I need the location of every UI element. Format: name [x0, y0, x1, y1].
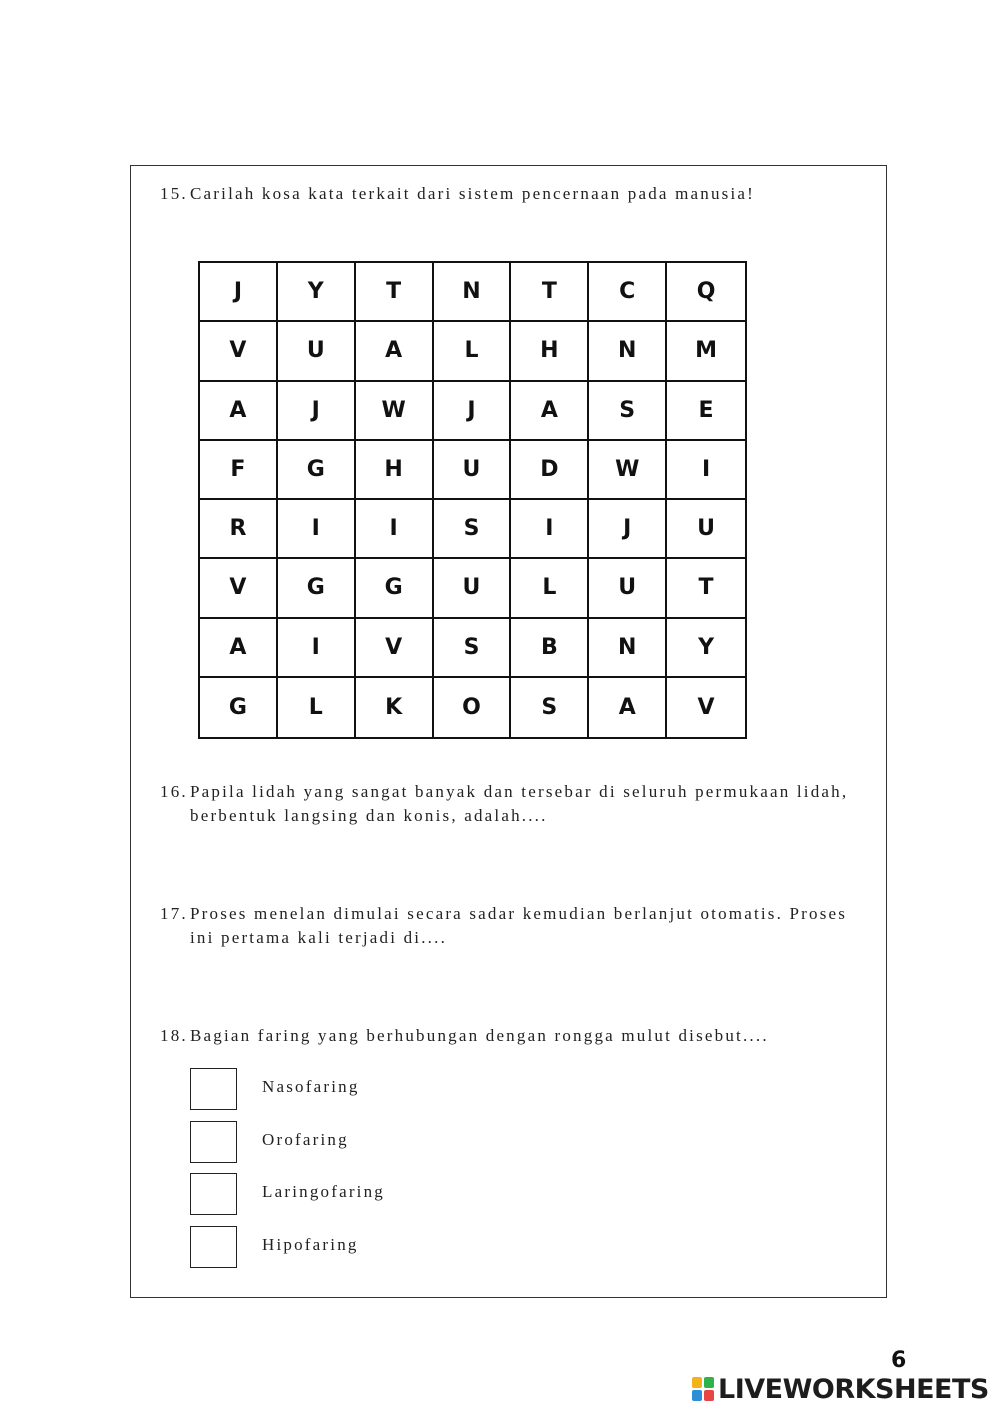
grid-cell[interactable]: U [589, 559, 667, 618]
word-search-grid [198, 261, 747, 739]
grid-cell[interactable]: V [697, 694, 715, 720]
liveworksheets-brand[interactable] [692, 1373, 989, 1405]
grid-cell[interactable]: I [511, 500, 589, 559]
grid-cell[interactable]: A [511, 382, 589, 441]
grid-cell[interactable]: A [356, 322, 434, 381]
answer-checkbox[interactable] [190, 1173, 237, 1215]
grid-cell[interactable]: O [434, 678, 512, 737]
question-18 [160, 1024, 860, 1048]
grid-cell[interactable]: U [434, 559, 512, 618]
grid-cell[interactable]: G [200, 678, 278, 737]
grid-cell[interactable]: U [667, 500, 745, 559]
grid-cell[interactable]: T [356, 263, 434, 322]
question-15 [160, 182, 860, 206]
grid-cell[interactable]: G [278, 559, 356, 618]
grid-cell[interactable]: A [589, 678, 667, 737]
option-label: Nasofaring [262, 1077, 360, 1096]
answer-checkbox[interactable] [190, 1121, 237, 1163]
grid-cell[interactable]: B [511, 619, 589, 678]
question-number: 18. [160, 1026, 188, 1045]
option-label: Hipofaring [262, 1234, 359, 1254]
question-text-line-2: ini pertama kali terjadi di.... [190, 928, 448, 947]
grid-cell[interactable]: S [589, 382, 667, 441]
grid-cell[interactable]: R [200, 500, 278, 559]
grid-cell[interactable]: J [434, 382, 512, 441]
grid-cell[interactable]: L [511, 559, 589, 618]
grid-cell[interactable]: Q [667, 263, 745, 322]
grid-cell[interactable]: G [356, 559, 434, 618]
grid-cell[interactable]: V [200, 322, 278, 381]
question-text: Bagian faring yang berhubungan dengan rongga mulut disebut.... [190, 1026, 769, 1045]
answer-checkbox[interactable] [190, 1068, 237, 1110]
liveworksheets-logo-icon [692, 1377, 714, 1401]
grid-cell[interactable]: T [511, 263, 589, 322]
logo-square [704, 1377, 714, 1388]
question-number: 17. [160, 904, 188, 923]
grid-cell[interactable]: D [511, 441, 589, 500]
grid-cell[interactable]: U [434, 441, 512, 500]
question-text-line-1: Papila lidah yang sangat banyak dan tersebar di seluruh permukaan lidah, [190, 782, 849, 801]
question-number: 16. [160, 782, 188, 801]
grid-cell[interactable]: N [434, 263, 512, 322]
grid-cell[interactable]: Y [278, 263, 356, 322]
brand-name: LIVEWORKSHEETS [718, 1373, 989, 1405]
grid-cell[interactable]: C [589, 263, 667, 322]
question-number: 15. [160, 184, 188, 203]
grid-cell[interactable]: I [278, 500, 356, 559]
grid-cell[interactable]: F [200, 441, 278, 500]
grid-cell[interactable]: H [511, 322, 589, 381]
question-text: Carilah kosa kata terkait dari sistem pencernaan pada manusia! [190, 184, 756, 203]
option-label: Orofaring [262, 1129, 349, 1149]
grid-cell[interactable]: L [434, 322, 512, 381]
grid-cell[interactable]: S [434, 500, 512, 559]
grid-cell[interactable]: E [667, 382, 745, 441]
question-16 [160, 780, 860, 828]
grid-cell[interactable]: S [511, 678, 589, 737]
option-label: Laringofaring [262, 1182, 386, 1201]
question-text-line-2: berbentuk langsing dan konis, adalah.... [190, 806, 548, 825]
grid-cell[interactable]: M [667, 322, 745, 381]
logo-square [692, 1390, 702, 1401]
grid-cell[interactable]: T [667, 559, 745, 618]
answer-checkbox[interactable] [190, 1226, 237, 1268]
grid-cell[interactable]: H [356, 441, 434, 500]
grid-cell[interactable]: L [278, 678, 356, 737]
grid-cell[interactable]: W [356, 382, 434, 441]
logo-square [692, 1377, 702, 1388]
grid-cell[interactable]: I [278, 619, 356, 678]
grid-cell[interactable]: A [200, 382, 278, 441]
question-17 [160, 902, 860, 950]
grid-cell[interactable]: A [200, 619, 278, 678]
question-text-line-1: Proses menelan dimulai secara sadar kemudian berlanjut otomatis. Proses [190, 904, 848, 923]
page-number: 6 [891, 1348, 907, 1373]
grid-cell[interactable]: N [589, 619, 667, 678]
grid-cell[interactable]: Y [667, 619, 745, 678]
grid-cell[interactable]: S [434, 619, 512, 678]
grid-cell[interactable]: I [356, 500, 434, 559]
grid-cell[interactable]: V [356, 619, 434, 678]
grid-cell[interactable]: J [278, 382, 356, 441]
grid-cell[interactable]: V [200, 559, 278, 618]
grid-cell[interactable]: J [589, 500, 667, 559]
grid-cell[interactable]: K [356, 678, 434, 737]
grid-cell[interactable]: J [200, 263, 278, 322]
grid-cell[interactable]: G [278, 441, 356, 500]
grid-cell[interactable]: I [667, 441, 745, 500]
grid-cell[interactable]: U [278, 322, 356, 381]
grid-cell[interactable]: N [589, 322, 667, 381]
logo-square [704, 1390, 714, 1401]
grid-cell[interactable]: W [589, 441, 667, 500]
